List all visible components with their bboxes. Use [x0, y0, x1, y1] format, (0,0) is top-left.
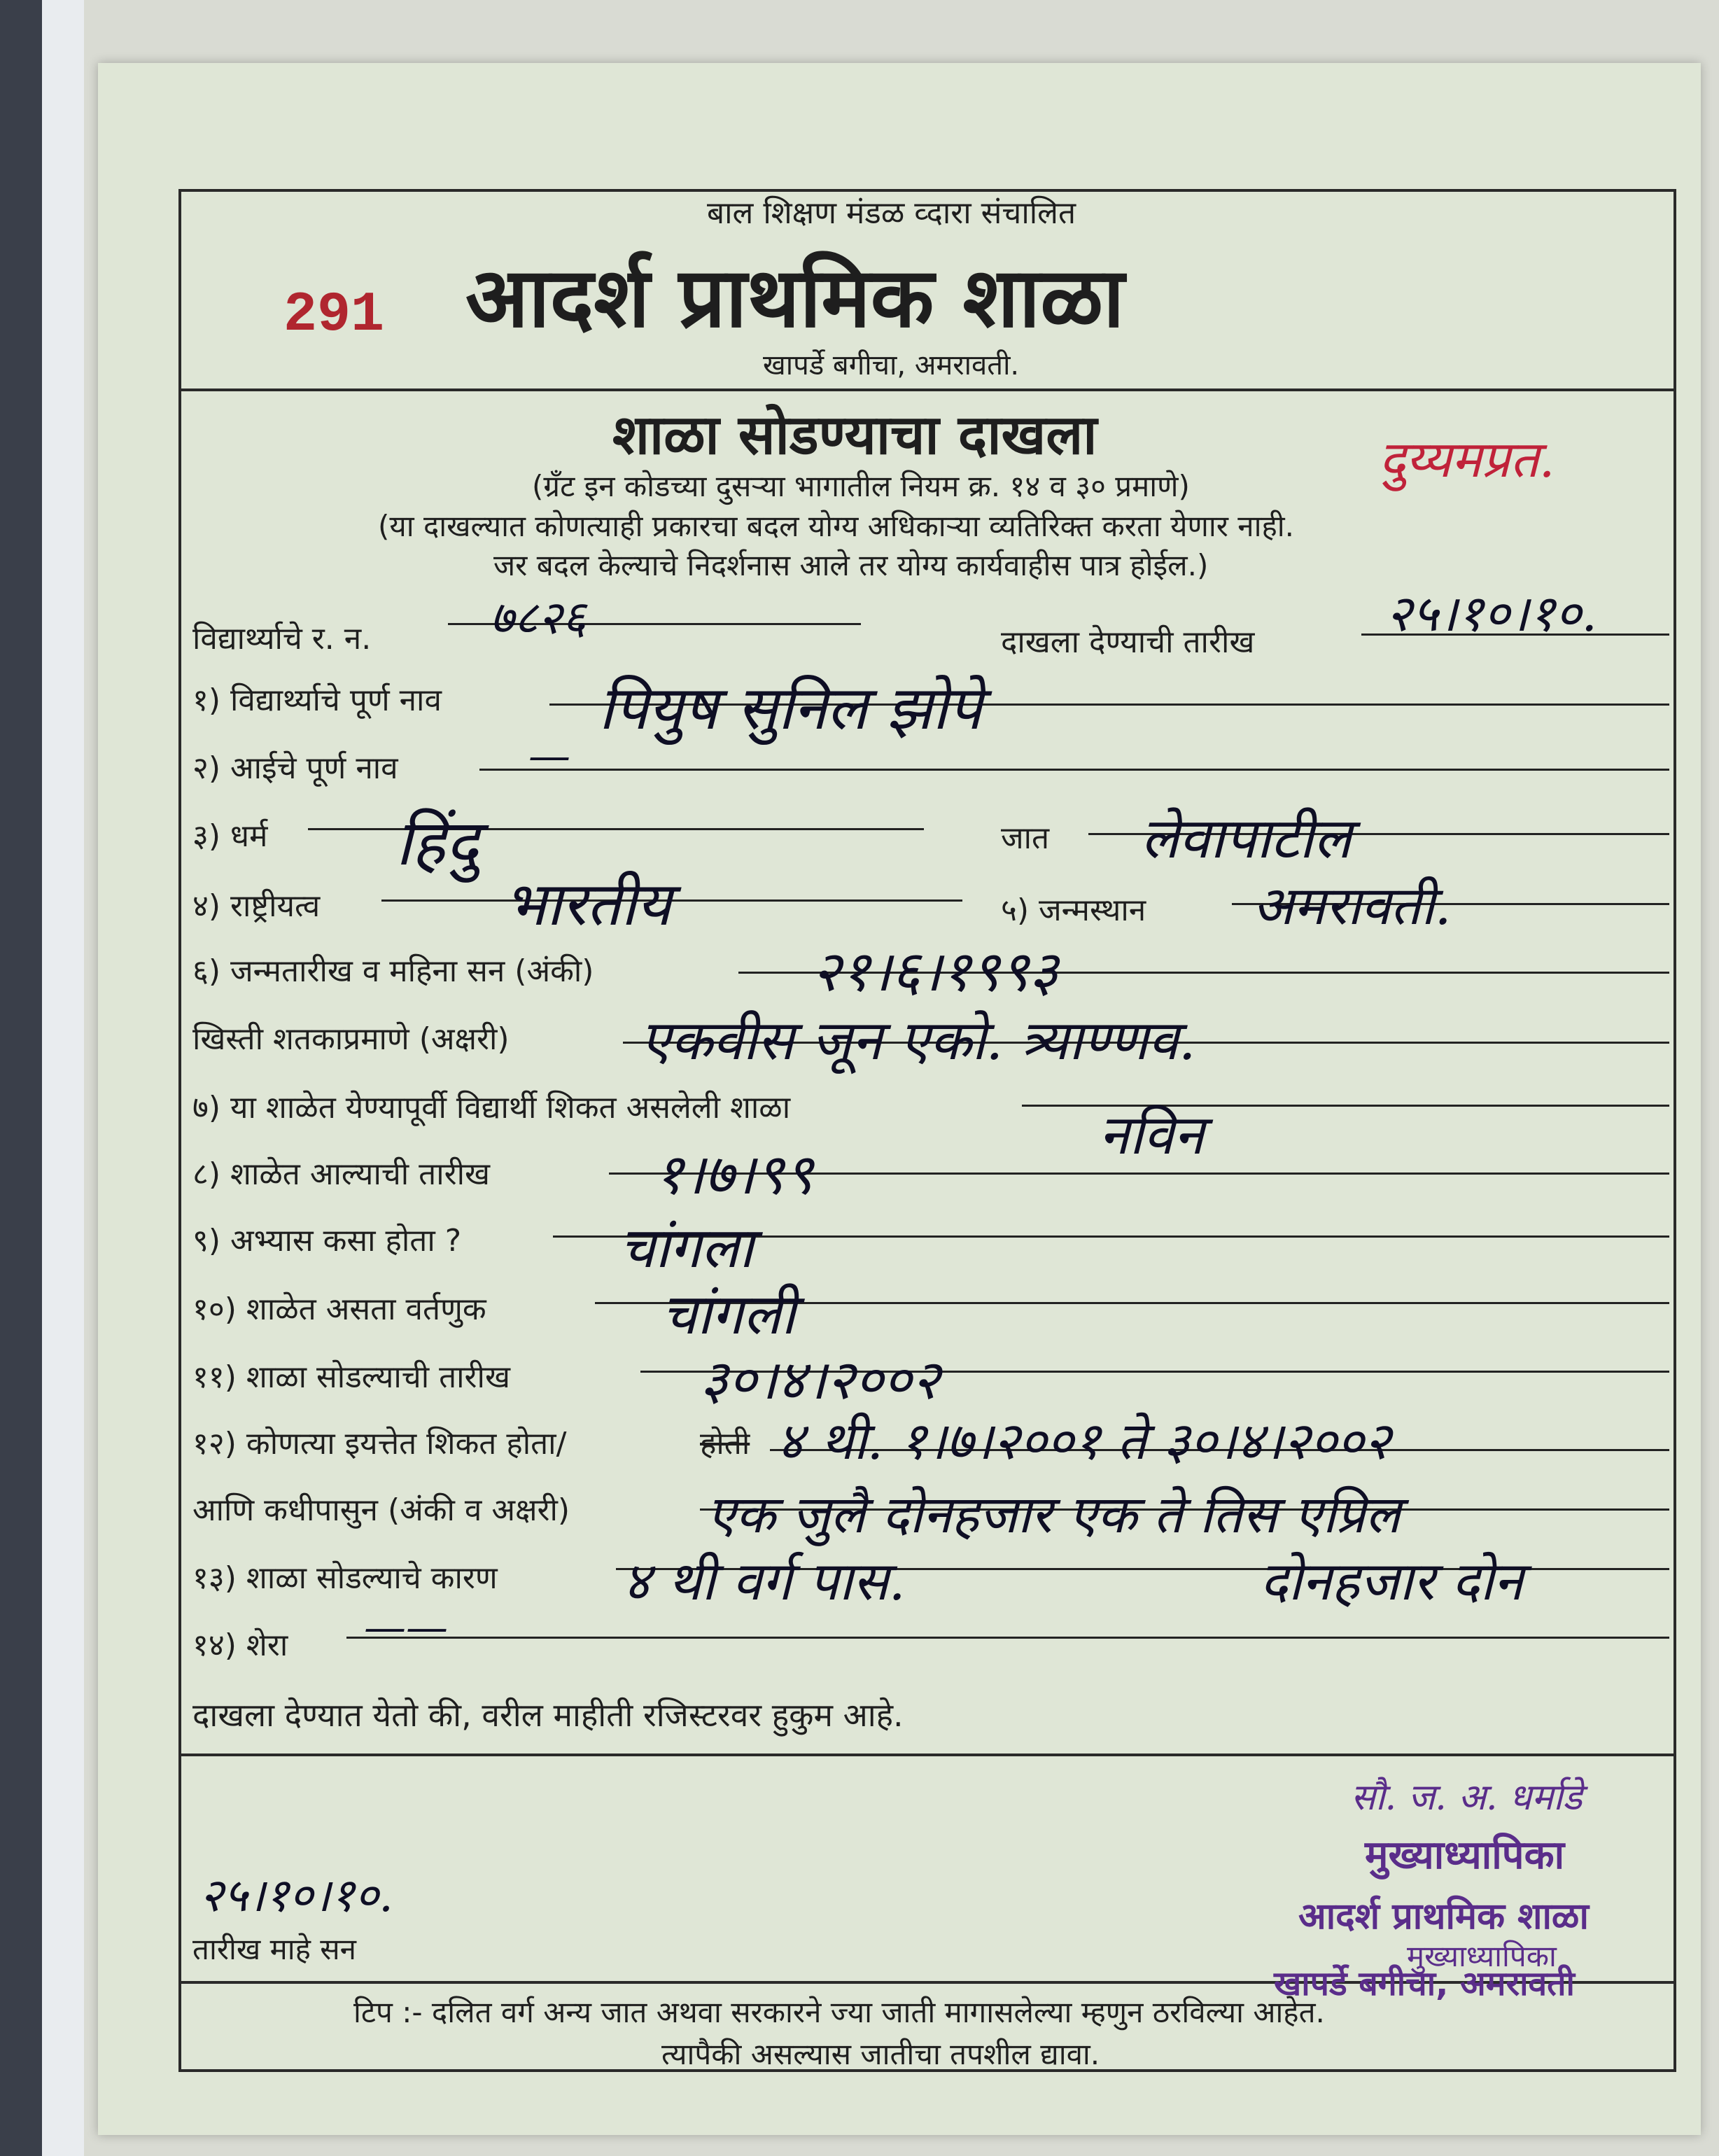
- issue-date-value: २५।१०।१०.: [1386, 584, 1598, 643]
- field-14-label: १४) शेरा: [192, 1628, 288, 1663]
- field-12b-value: एक जुलै दोनहजार एक ते तिस एप्रिल: [707, 1485, 1401, 1545]
- field-4-line: [381, 899, 962, 902]
- field-5-value: अमरावती.: [1253, 874, 1452, 937]
- certificate-title: शाळा सोडण्याचा दाखला: [612, 404, 1097, 467]
- field-5-label: ५) जन्मस्थान: [1001, 892, 1146, 928]
- background-strip-light: [42, 0, 84, 2156]
- background-strip: [0, 0, 42, 2156]
- field-14-line: [346, 1637, 1669, 1639]
- footer-date-label: तारीख माहे सन: [192, 1932, 356, 1966]
- school-name: आदर्श प्राथमिक शाळा: [465, 249, 1125, 346]
- field-9-label: ९) अभ्यास कसा होता ?: [192, 1223, 462, 1259]
- field-6-label: ६) जन्मतारीख व महिना सन (अंकी): [192, 953, 594, 989]
- footer-note-1: टिप :- दलित वर्ग अन्य जात अथवा सरकारने ज्या जाती मागासलेल्या म्हणुन ठरविल्या आहेत.: [353, 1995, 1325, 2029]
- footer-note-2: त्यापैकी असल्यास जातीचा तपशील द्यावा.: [661, 2037, 1100, 2071]
- field-10-value: चांगली: [661, 1282, 796, 1347]
- field-6-value: २१।६।१९९३: [812, 939, 1058, 1004]
- field-7-label: ७) या शाळेत येण्यापूर्वी विद्यार्थी शिकत असलेली शाळा: [192, 1090, 791, 1126]
- serial-number: 291: [283, 284, 385, 347]
- field-13-extra: दोनहजार दोन: [1260, 1550, 1524, 1612]
- caste-value: लेवापाटील: [1141, 806, 1352, 871]
- footer-date-value: २५।१०।१०.: [199, 1868, 393, 1922]
- field-3-label: ३) धर्म: [192, 818, 268, 854]
- field-11-label: ११) शाळा सोडल्याची तारीख: [192, 1359, 510, 1395]
- body-divider: [178, 1754, 1676, 1756]
- certify-statement: दाखला देण्यात येतो की, वरील माहीती रजिस्टरवर हुकुम आहे.: [192, 1696, 904, 1734]
- headmistress-title: मुख्याध्यापिका: [1365, 1833, 1565, 1878]
- school-address: खापर्डे बगीचा, अमरावती.: [763, 349, 1020, 382]
- field-3-value: हिंदु: [395, 806, 479, 880]
- field-14-value: ——: [364, 1603, 448, 1652]
- warning-line-1: (या दाखल्यात कोणत्याही प्रकारचा बदल योग्य अधिकाऱ्या व्यतिरिक्त करता येणार नाही.: [378, 509, 1295, 543]
- header-divider: [178, 388, 1676, 391]
- stamp-school-name: आदर्श प्राथमिक शाळा: [1298, 1896, 1589, 1938]
- warning-line-2: जर बदल केल्याचे निदर्शनास आले तर योग्य कार्यवाहीस पात्र होईल.): [493, 548, 1209, 582]
- field-6b-value: एकवीस जून एको. त्र्याण्णव.: [640, 1009, 1196, 1072]
- reg-no-value: ७८२६: [490, 591, 587, 645]
- field-2-line: [479, 769, 1669, 771]
- reg-no-label: विद्यार्थ्याचे र. न.: [192, 621, 372, 657]
- caste-label: जात: [1001, 820, 1050, 856]
- field-4-value: भारतीय: [504, 869, 672, 939]
- field-12b-label: आणि कधीपासुन (अंकी व अक्षरी): [192, 1492, 570, 1528]
- field-12-label: १२) कोणत्या इयत्तेत शिकत होता/: [192, 1426, 567, 1462]
- management-line: बाल शिक्षण मंडळ व्दारा संचालित: [707, 195, 1076, 231]
- field-8-value: १।७।९९: [654, 1142, 814, 1207]
- field-10-label: १०) शाळेत असता वर्तणुक: [192, 1292, 486, 1327]
- field-7-value: नविन: [1099, 1104, 1205, 1167]
- duplicate-mark: दुय्यमप्रत.: [1379, 430, 1555, 489]
- field-2-value: —: [528, 732, 570, 780]
- stamp-title: मुख्याध्यापिका: [1407, 1939, 1557, 1973]
- headmistress-signature: सौ. ज. अ. धर्माडे: [1351, 1777, 1583, 1819]
- field-1-label: १) विद्यार्थ्याचे पूर्ण नाव: [192, 682, 442, 718]
- field-13-value: ४ थी वर्ग पास.: [623, 1550, 906, 1612]
- field-1-value: पियुष सुनिल झोपे: [598, 673, 982, 743]
- field-6b-label: खिस्ती शतकाप्रमाणे (अक्षरी): [192, 1021, 510, 1057]
- stamp-address: खापर्डे बगीचा, अमरावती: [1274, 1964, 1575, 2003]
- field-4-label: ४) राष्ट्रीयत्व: [192, 888, 321, 924]
- field-8-label: ८) शाळेत आल्याची तारीख: [192, 1156, 491, 1192]
- field-2-label: २) आईचे पूर्ण नाव: [192, 750, 398, 786]
- field-9-value: चांगला: [619, 1215, 754, 1280]
- field-13-label: १३) शाळा सोडल्याचे कारण: [192, 1560, 498, 1596]
- field-12-struck: होती: [700, 1426, 750, 1462]
- field-11-value: ३०।४।२००२: [700, 1349, 941, 1412]
- issue-date-label: दाखला देण्याची तारीख: [1001, 624, 1255, 660]
- rule-note: (ग्रँट इन कोडच्या दुसऱ्या भागातील नियम क्र. १४ व ३० प्रमाणे): [532, 469, 1190, 503]
- field-12-value: ४ थी. १।७।२००१ ते ३०।४।२००२: [777, 1411, 1391, 1471]
